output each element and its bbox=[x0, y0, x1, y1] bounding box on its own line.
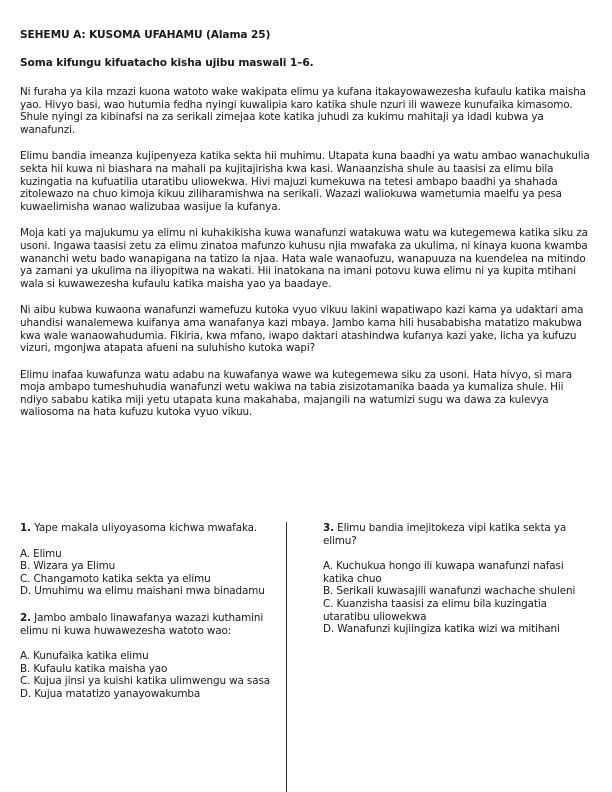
comprehension-passage bbox=[20, 86, 592, 433]
answer-option: C. Kujua jinsi ya kuishi katika ulimwengu wa sasa bbox=[20, 675, 270, 688]
answer-option: C. Changamoto katika sekta ya elimu bbox=[20, 572, 211, 585]
passage-paragraph: Elimu bandia imeanza kujipenyeza katika sekta hii muhimu. Utapata kuna baadhi ya watu ambao wanachukulia sekta hii kuwa ni biashara na mahali pa kujitajirisha kwa kasi. Wanaanzisha shule au taasisi za elimu bila kuzingatia na kufuatilia utaratibu uliowekwa. Hivi majuzi kumekuwa na tetesi ambapo baadhi ya shahada zitolewazo na chuo kimoja kikuu ziliharamishwa na serikali. Wazazi waliokuwa wametumia maelfu ya pesa kuwaelimisha wanao walizubaa wasijue la kufanya. bbox=[20, 150, 590, 213]
passage-paragraph: Ni aibu kubwa kuwaona wanafunzi wamefuzu kutoka vyuo vikuu lakini wapatiwapo kazi kama ya udaktari ama uhandisi wanalemewa kuifanya ama wanafanya kazi mbaya. Jambo kama hili husababisha matatizo makubwa kwa wale wanaowahudumia. Fikiria, kwa mfano, iwapo daktari atashindwa kufanya kazi yake, licha ya kufuzu vizuri, mgonjwa atapata afueni na suluhisho kutoka wapi? bbox=[20, 304, 584, 355]
instruction: Soma kifungu kifuatacho kisha ujibu maswali 1–6. bbox=[20, 57, 314, 69]
questions-left-column bbox=[20, 522, 282, 715]
answer-option: A. Kunufaika katika elimu bbox=[20, 650, 149, 663]
question-text: Yape makala uliyoyasoma kichwa mwafaka. bbox=[34, 522, 258, 534]
answer-option: D. Kujua matatizo yanayowakumba bbox=[20, 687, 201, 700]
answer-option: D. Wanafunzi kujiingiza katika wizi wa mitihani bbox=[323, 623, 560, 636]
column-divider bbox=[286, 522, 287, 792]
answer-option: B. Kufaulu katika maisha yao bbox=[20, 662, 168, 675]
passage-paragraph: Moja kati ya majukumu ya elimu ni kuhakikisha kuwa wanafunzi watakuwa watu wa kutegemewa katika siku za usoni. Ingawa taasisi zetu za elimu zinatoa mafunzo kuhusu njia mwafaka za ukulima, ni kinaya kuona kwamba wananchi wetu bado wanapigana na tatizo la njaa. Hata wale wanaofuzu, wanapuuza na kuendelea na mitindo ya zamani ya ukulima na iliyopitwa na wakati. Hii inatokana na imani potovu kuwa elimu ni ya kupita mtihani wala si kuwawezesha kufaulu katika maisha yao ya baadaye. bbox=[20, 227, 588, 290]
answer-option: B. Serikali kuwasajili wanafunzi wachache shuleni bbox=[323, 585, 576, 598]
question-3 bbox=[323, 522, 593, 636]
answer-option: D. Umuhimu wa elimu maishani mwa binadamu bbox=[20, 585, 265, 598]
question-text: Jambo ambalo linawafanya wazazi kuthamini elimu ni kuwa huwawezesha watoto wao: bbox=[20, 611, 264, 637]
questions-right-column bbox=[323, 522, 593, 650]
question-stem bbox=[20, 612, 282, 637]
question-number: 2. bbox=[20, 611, 31, 624]
question-2 bbox=[20, 612, 282, 701]
answer-option: B. Wizara ya Elimu bbox=[20, 560, 116, 573]
passage-paragraph: Ni furaha ya kila mzazi kuona watoto wake wakipata elimu ya kufana itakayowawezesha kufaulu katika maisha yao. Hivyo basi, wao hutumia fedha nyingi kuwalipia karo katika shule nzuri ili waweze kunufaika kimasomo. Shule nyingi za kibinafsi na za serikali zimejaa kote katika juhudi za kukimu mahitaji ya idadi kubwa ya wanafunzi. bbox=[20, 86, 586, 136]
answer-option: A. Kuchukua hongo ili kuwapa wanafunzi nafasi katika chuo bbox=[323, 560, 564, 585]
question-number: 1. bbox=[20, 522, 31, 534]
question-text: Elimu bandia imejitokeza vipi katika sekta ya elimu? bbox=[323, 522, 567, 547]
question-stem bbox=[20, 522, 282, 535]
answer-option: A. Elimu bbox=[20, 547, 62, 560]
answer-option: C. Kuanzisha taasisi za elimu bila kuzingatia utaratibu uliowekwa bbox=[323, 597, 547, 623]
section-title: SEHEMU A: KUSOMA UFAHAMU (Alama 25) bbox=[20, 29, 271, 41]
question-1 bbox=[20, 522, 282, 598]
question-number: 3. bbox=[323, 522, 334, 534]
passage-paragraph: Elimu inafaa kuwafunza watu adabu na kuwafanya wawe wa kutegemewa siku za usoni. Hata hivyo, si mara moja ambapo tumeshuhudia wanafunzi wetu wakiwa na tabia zisizotamanika baada ya kumaliza shule. Hii ndiyo sababu katika miji yetu utapata kuna makahaba, majangili na watumizi sugu wa dawa za kulevya waliosoma na hata kufuzu kutoka vyuo vikuu. bbox=[20, 368, 572, 419]
question-stem bbox=[323, 522, 593, 547]
